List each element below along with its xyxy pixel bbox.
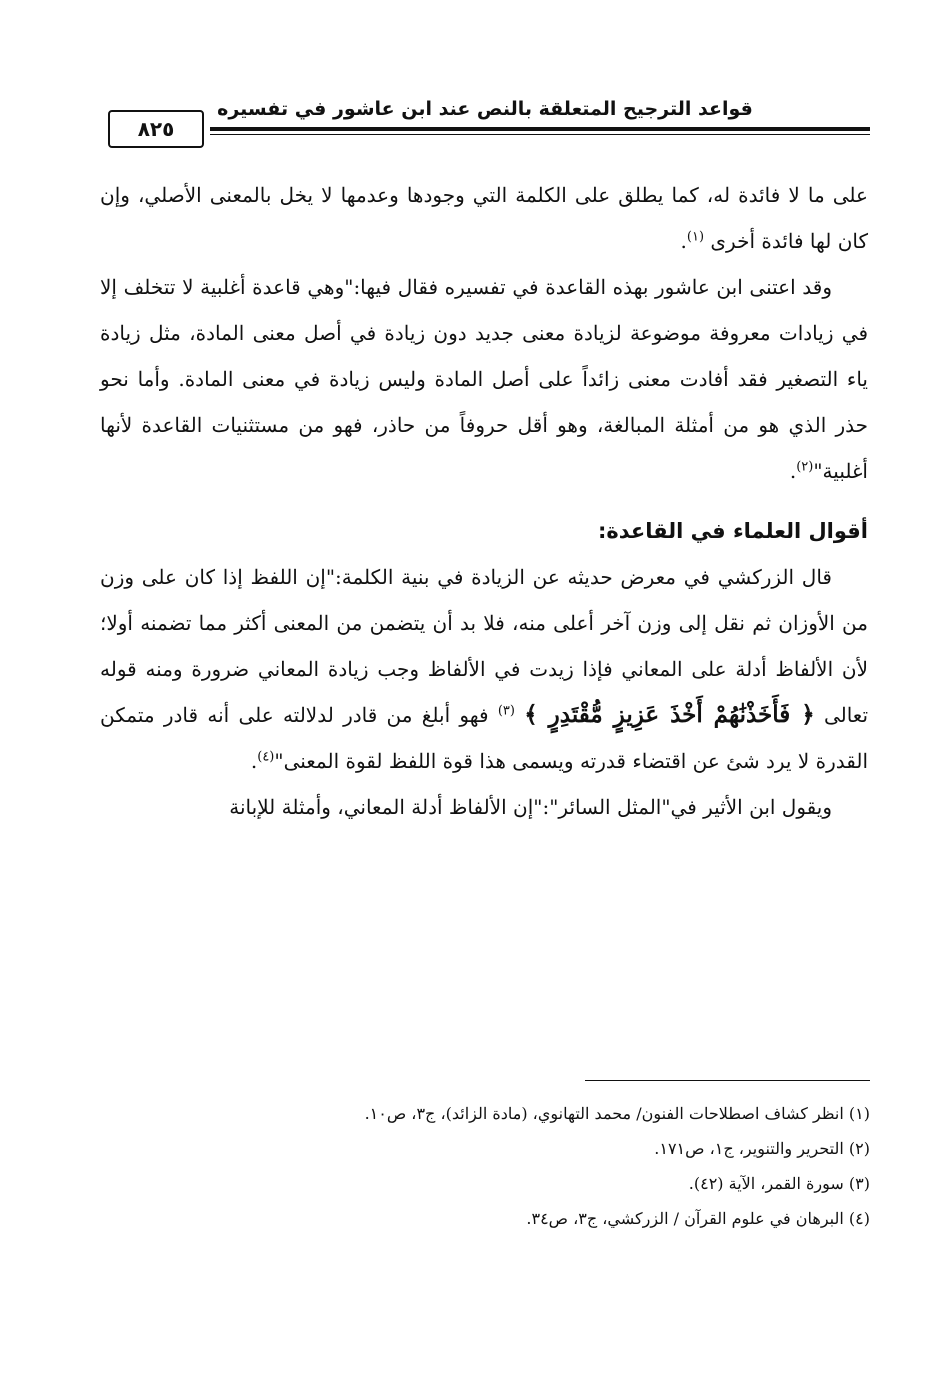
paragraph-3: [100, 554, 868, 784]
footnote-ref-4[interactable]: (٤): [257, 749, 275, 765]
paragraph-1-text: على ما لا فائدة له، كما يطلق على الكلمة التي وجودها وعدمها لا يخل بالمعنى الأصلي، وإن كان لها فائدة أخرى: [100, 183, 868, 253]
paragraph-3-end: .: [250, 749, 258, 773]
footnote-separator: [585, 1080, 870, 1081]
page-number: ٨٢٥: [108, 110, 204, 148]
paragraph-2: [100, 264, 868, 494]
paragraph-3-continuation: فهو أبلغ من قادر لدلالته على أنه قادر متمكن القدرة لا يرد شئ عن اقتضاء قدرته ويسمى هذا قوة اللفظ لقوة المعنى": [100, 703, 868, 773]
footnote-3: (٣) سورة القمر، الآية (٤٢).: [688, 1174, 870, 1193]
paragraph-3-text: قال الزركشي في معرض حديثه عن الزيادة في بنية الكلمة:"إن اللفظ إذا كان على وزن من الأوزان ثم نقل إلى وزن آخر أعلى منه، فلا بد أن يتضمن من المعنى أكثر مما تضمنه أولا؛ لأن الألفاظ أدلة على المعاني فإذا زيدت في الألفاظ وجب زيادة المعاني ضرورة ومنه قوله تعالى: [100, 565, 869, 727]
footnote-ref-2[interactable]: (٢): [796, 459, 814, 475]
header-rule-thin: [210, 134, 870, 135]
paragraph-2-end: .: [789, 459, 797, 483]
paragraph-1: [100, 172, 868, 264]
footnote-2: (٢) التحرير والتنوير، ج١، ص١٧١.: [654, 1139, 870, 1158]
footnote-ref-1[interactable]: (١): [686, 229, 705, 245]
footnote-ref-3[interactable]: (٣): [497, 703, 515, 719]
paragraph-4: [100, 784, 868, 830]
section-heading: أقوال العلماء في القاعدة:: [597, 519, 868, 543]
paragraph-2-text: وقد اعتنى ابن عاشور بهذه القاعدة في تفسيره فقال فيها:"وهي قاعدة أغلبية لا تتخلف إلا في زيادات معروفة موضوعة لزيادة معنى جديد دون زيادة في أصل معنى المادة، مثل زيادة ياء التصغير فقد أفادت معنى زائداً على أصل المادة وليس زيادة في معنى المادة. وأما نحو حذر الذي هو من أمثلة المبالغة، وهو أقل حروفاً من حاذر، فهو من مستثنيات القاعدة لأنها أغلبية": [100, 275, 868, 483]
paragraph-4-text: ويقول ابن الأثير في"المثل السائر":"إن الألفاظ أدلة المعاني، وأمثلة للإبانة: [229, 795, 832, 819]
footnotes: [100, 1096, 870, 1236]
footnote-1: (١) انظر كشاف اصطلاحات الفنون/ محمد التهانوي، (مادة الزائد)، ج٣، ص١٠.: [364, 1104, 870, 1123]
quran-verse: ﴿ فَأَخَذْنَٰهُمْ أَخْذَ عَزِيزٍ مُّقْتَدِرٍ ﴾: [524, 701, 815, 728]
main-text: [100, 172, 868, 830]
running-title: قواعد الترجيح المتعلقة بالنص عند ابن عاشور في تفسيره: [217, 98, 753, 120]
paragraph-1-end: .: [680, 229, 687, 253]
footnote-4: (٤) البرهان في علوم القرآن / الزركشي، ج٣، ص٣٤.: [526, 1209, 870, 1228]
header-rule: [210, 127, 870, 131]
page-header: [100, 96, 870, 156]
